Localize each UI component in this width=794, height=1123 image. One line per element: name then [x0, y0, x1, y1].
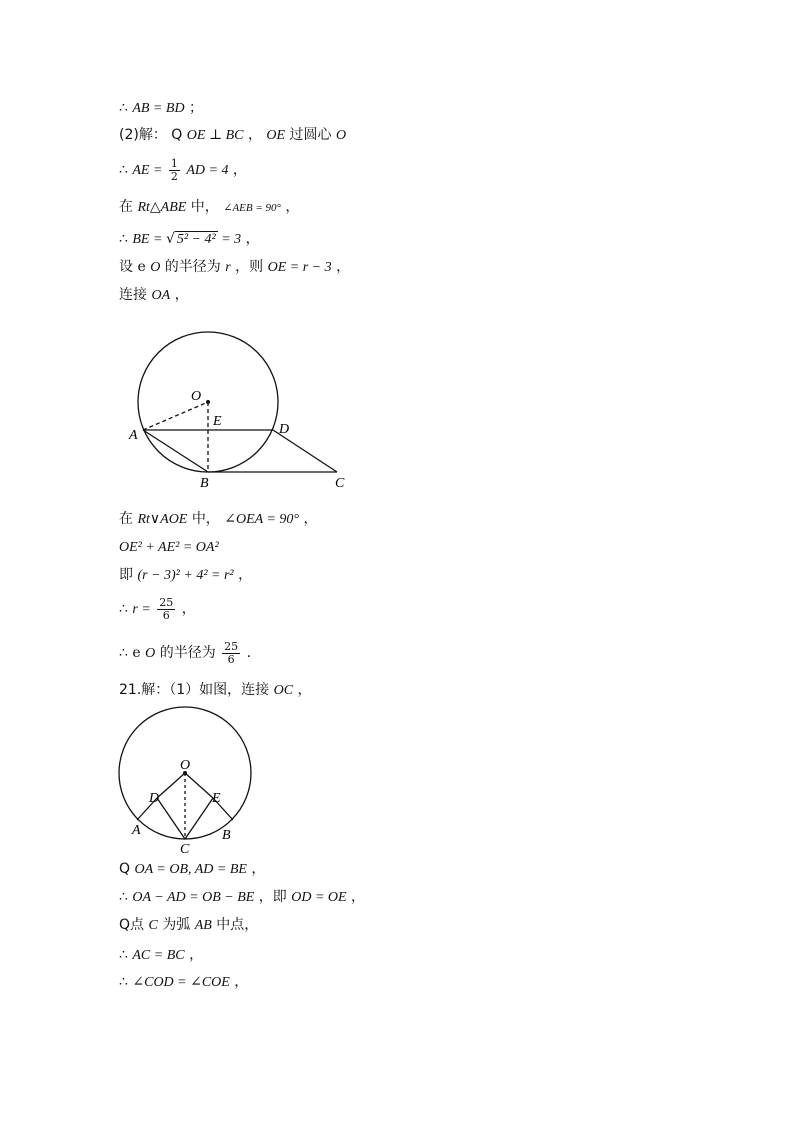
label-c: C: [335, 476, 345, 491]
point-o: O: [145, 646, 156, 661]
point-c: C: [148, 918, 158, 933]
because-symbol: Q: [171, 127, 183, 143]
statement-text: 的半径为: [164, 259, 221, 275]
punctuation: ，: [238, 567, 253, 583]
problem-heading: 21.解：（1）如图，连接: [119, 682, 270, 698]
fraction-denominator: 2: [170, 169, 178, 183]
arc-equation: AB = BD: [132, 101, 185, 116]
proof-line-14: [119, 860, 265, 879]
proof-line-3: [119, 156, 247, 185]
equation: OE = r − 3: [267, 260, 332, 275]
segment-dc: [157, 798, 185, 839]
segment-oe: OE: [266, 128, 286, 143]
punctuation: ，: [285, 199, 300, 215]
equation: OA − AD = OB − BE: [132, 890, 255, 905]
statement-text: 在: [119, 511, 133, 527]
label-a: A: [132, 823, 141, 838]
radical-sign: √: [165, 231, 175, 247]
fraction: [157, 597, 175, 622]
point-o: O: [335, 128, 347, 143]
equation: OA = OB, AD = BE: [134, 862, 247, 877]
label-o: O: [191, 389, 202, 404]
proof-line-1: [119, 99, 203, 118]
punctuation: ，: [174, 287, 189, 303]
label-e: E: [213, 414, 222, 429]
statement-text: 中点，: [216, 917, 259, 933]
proof-line-9: [119, 538, 219, 557]
punctuation: ，: [234, 974, 249, 990]
statement-text: 的半径为: [159, 645, 216, 661]
proof-line-8: [119, 510, 317, 529]
punctuation: ，: [232, 162, 247, 178]
proof-line-7: [119, 286, 189, 305]
proof-line-18: [119, 973, 248, 992]
angle-statement: ∠OEA = 90°: [224, 512, 300, 527]
fraction: [169, 158, 180, 183]
therefore-symbol: ∴: [119, 645, 128, 661]
fraction-numerator: 25: [159, 595, 174, 609]
therefore-symbol: ∴: [119, 601, 128, 617]
center-point: [206, 400, 210, 404]
label-e: E: [212, 791, 221, 806]
segment-do: [157, 773, 185, 798]
equation-lhs: BE =: [132, 232, 166, 247]
segment-oe: [185, 773, 213, 798]
punctuation: ，: [245, 231, 260, 247]
punctuation: ，: [181, 601, 196, 617]
punctuation: ，: [189, 947, 204, 963]
equation-lhs: r =: [132, 602, 151, 617]
radicand: 5² − 4²: [176, 232, 216, 247]
proof-line-10: [119, 566, 252, 585]
label-d: D: [149, 791, 160, 806]
statement-text: 连接: [119, 287, 147, 303]
arc-ab: AB: [194, 918, 212, 933]
proof-line-4: [119, 198, 299, 217]
punctuation: ，: [303, 511, 318, 527]
angle-statement: ∠AEB = 90°: [223, 202, 281, 214]
segment-oa-dashed: [143, 402, 208, 430]
proof-line-2: [119, 126, 346, 145]
statement-text: 在: [119, 199, 133, 215]
right-triangle: Rt△ABE: [137, 200, 187, 215]
therefore-symbol: ∴: [119, 100, 128, 116]
segment-ab: [143, 430, 208, 472]
punctuation: .: [246, 645, 252, 661]
punctuation: ，: [251, 861, 266, 877]
therefore-symbol: ∴: [119, 974, 128, 990]
proof-line-5: [119, 230, 260, 249]
label-o: O: [180, 758, 191, 773]
therefore-symbol: ∴: [119, 162, 128, 178]
punctuation: ，: [351, 889, 366, 905]
label-d: D: [279, 422, 290, 437]
segment-oa: OA: [151, 288, 171, 303]
statement-text: 为弧: [162, 917, 191, 933]
equation-rhs: = 3: [217, 232, 242, 247]
punctuation: ，: [297, 682, 312, 698]
label-b: B: [222, 828, 231, 843]
proof-line-17: [119, 946, 203, 965]
geometry-figure-1: [125, 325, 355, 495]
statement-text: 即: [119, 567, 133, 583]
proof-line-13: [119, 681, 312, 700]
equation-rhs: AD = 4: [186, 163, 229, 178]
therefore-symbol: ∴: [119, 947, 128, 963]
label-b: B: [200, 476, 209, 491]
statement-text: 中，: [190, 199, 219, 215]
punctuation: ，: [247, 127, 262, 143]
proof-line-6: [119, 258, 350, 277]
circle-symbol: e: [132, 645, 141, 661]
statement-text: ，则: [235, 259, 264, 275]
circle-symbol: e: [137, 259, 146, 275]
point-o: O: [150, 260, 161, 275]
statement-text: ，即: [258, 889, 287, 905]
label-c: C: [180, 842, 190, 857]
fraction-denominator: 6: [162, 608, 170, 622]
punctuation: ；: [189, 100, 204, 116]
segment-oc: OC: [273, 683, 294, 698]
therefore-symbol: ∴: [119, 889, 128, 905]
pythagorean-equation: OE² + AE² = OA²: [119, 540, 219, 555]
statement-text: 过圆心: [289, 127, 332, 143]
fraction-numerator: 25: [224, 639, 239, 653]
statement-text: 设: [119, 259, 133, 275]
punctuation: ，: [336, 259, 351, 275]
fraction-numerator: 1: [170, 156, 178, 170]
arc-equation: AC = BC: [132, 948, 185, 963]
fraction: [222, 641, 240, 666]
proof-line-15: [119, 888, 365, 907]
radius-variable: r: [225, 260, 231, 275]
angle-equation: ∠COD = ∠COE: [132, 975, 230, 990]
statement-text: 中，: [191, 511, 220, 527]
proof-line-12: [119, 638, 251, 669]
label-a: A: [129, 428, 138, 443]
segment-ec: [185, 798, 213, 839]
perpendicular-statement: OE ⊥ BC: [186, 128, 244, 143]
proof-line-11: [119, 594, 196, 625]
equation: OD = OE: [291, 890, 347, 905]
therefore-symbol: ∴: [119, 231, 128, 247]
part-label: (2)解：: [119, 127, 167, 143]
equation-lhs: AE =: [132, 163, 163, 178]
statement-text: 点: [130, 917, 145, 933]
because-symbol: Q: [119, 861, 131, 877]
right-triangle: Rt∨AOE: [137, 512, 188, 527]
because-symbol: Q: [119, 917, 131, 933]
equation: (r − 3)² + 4² = r²: [137, 568, 234, 583]
geometry-figure-2: [112, 702, 262, 857]
fraction-denominator: 6: [227, 652, 235, 666]
proof-line-16: [119, 916, 258, 935]
